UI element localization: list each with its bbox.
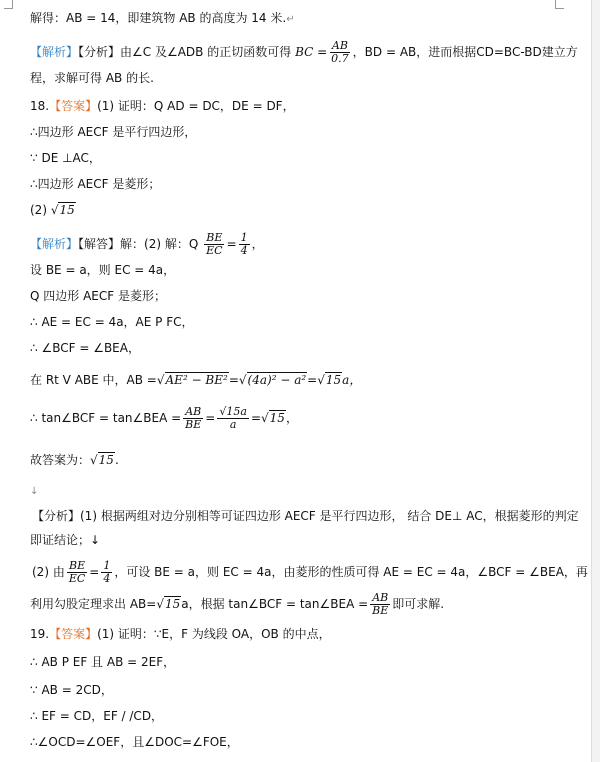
fraction: $\frac{√15a}{a}$ — [219, 405, 247, 431]
text-line: 程，求解可得 AB 的长. — [30, 71, 154, 85]
fraction: $\frac{1}{4}$ — [103, 559, 111, 585]
text-line: ∴ ∠BCF = ∠BEA， — [30, 341, 140, 355]
vertical-scrollbar[interactable] — [591, 0, 600, 762]
text-line: 解得：AB = 14，即建筑物 AB 的高度为 14 米.↵ — [30, 11, 295, 25]
text-line: ∴ tan∠BCF = tan∠BEA = $\frac{AB}{BE}$ = $\frac{√15a}{a}$ =√15， — [30, 405, 298, 431]
fraction: $\frac{AB}{0.7}$ — [331, 39, 349, 65]
text-line: ∴四边形 AECF 是平行四边形， — [30, 125, 197, 139]
square-root: √15 — [156, 597, 181, 611]
square-root: √15 — [261, 411, 285, 425]
text-line: 【解析】【分析】由∠C 及∠ADB 的正切函数可得 BC = $\frac{AB}{0.7}$ ，BD = AB，进而根据CD=BC-BD建立方 — [30, 39, 578, 65]
square-root: √AE² − BE² — [156, 373, 228, 387]
text-line: ∵ AB = 2CD， — [30, 683, 113, 697]
paragraph-mark-icon: ↵ — [286, 14, 295, 25]
text-line: ∵ DE ⊥AC， — [30, 151, 101, 165]
text-line: 即证结论；↓ — [30, 533, 101, 547]
text-line: ∴ AB P EF 且 AB = 2EF， — [30, 655, 176, 669]
square-root: √15 — [50, 203, 75, 217]
page-corner-mark-right — [555, 0, 564, 9]
line-break-mark: ↓ — [30, 486, 39, 497]
text-line: ∴ AE = EC = 4a，AE P FC， — [30, 315, 194, 329]
text-line: 【解析】【解答】解：(2) 解：Q $\frac{BE}{EC}$ = $\frac{1}{4}$ ， — [30, 231, 264, 257]
text-line: Q 四边形 AECF 是菱形； — [30, 289, 166, 303]
fraction: $\frac{AB}{BE}$ — [185, 405, 202, 431]
text-line: ∴∠OCD=∠OEF，且∠DOC=∠FOE， — [30, 735, 239, 749]
text-line: 【分析】(1) 根据两组对边分别相等可证四边形 AECF 是平行四边形， 结合 DE⊥ AC，根据菱形的判定 — [32, 509, 579, 523]
square-root: √(4a)² − a² — [238, 373, 307, 387]
text-line: 利用勾股定理求出 AB=√15a，根据 tan∠BCF = tan∠BEA = $\frac{AB}{BE}$ 即可求解. — [30, 591, 445, 617]
question-heading: 18.【答案】(1) 证明：Q AD = DC，DE = DF， — [30, 99, 295, 113]
text-line: 在 Rt V ABE 中，AB =√AE² − BE²=√(4a)² − a²=√15a， — [30, 373, 362, 387]
fraction: $\frac{BE}{EC}$ — [68, 559, 86, 585]
fraction: $\frac{1}{4}$ — [240, 231, 248, 257]
page-corner-mark-left — [4, 0, 13, 9]
text-line: 故答案为：√15. — [30, 453, 119, 467]
text-line: ∴ EF = CD，EF / /CD， — [30, 709, 164, 723]
square-root: √15 — [317, 373, 342, 387]
text-line: (2) 由 $\frac{BE}{EC}$ = $\frac{1}{4}$ ，可设 BE = a，则 EC = 4a，由菱形的性质可得 AE = EC = 4a，∠BCF = ∠BEA，再 — [32, 559, 588, 585]
fraction: $\frac{BE}{EC}$ — [206, 231, 223, 257]
fraction: $\frac{AB}{BE}$ — [372, 591, 389, 617]
text-line: ∴四边形 AECF 是菱形； — [30, 177, 161, 191]
question-heading: 19.【答案】(1) 证明：∵E，F 为线段 OA，OB 的中点， — [30, 627, 331, 641]
square-root: √15 — [90, 453, 114, 467]
text-line: (2) √15 — [30, 203, 75, 217]
text-line: 设 BE = a，则 EC = 4a， — [30, 263, 176, 277]
